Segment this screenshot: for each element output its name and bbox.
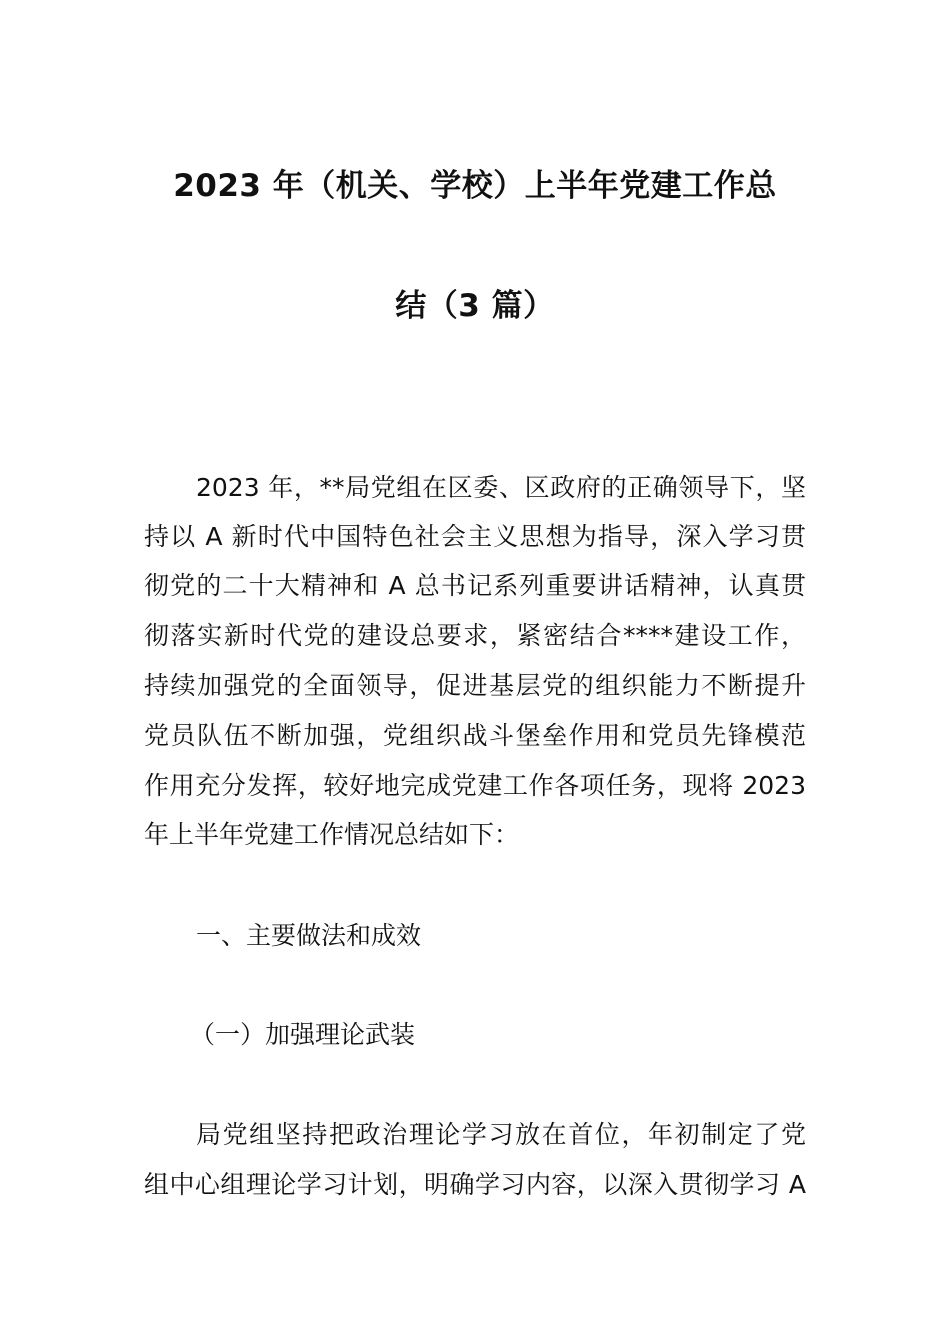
paragraph-line: 作用充分发挥，较好地完成党建工作各项任务，现将 2023 <box>144 771 806 800</box>
paragraph-line: 彻落实新时代党的建设总要求，紧密结合****建设工作， <box>144 621 806 650</box>
paragraph-line: 组中心组理论学习计划，明确学习内容，以深入贯彻学习 A <box>144 1170 806 1199</box>
paragraph-line: 持以 A 新时代中国特色社会主义思想为指导，深入学习贯 <box>144 522 806 551</box>
paragraph-line: 局党组坚持把政治理论学习放在首位，年初制定了党 <box>196 1120 806 1149</box>
paragraph-line: 持续加强党的全面领导，促进基层党的组织能力不断提升 <box>144 671 806 700</box>
paragraph-line: 彻党的二十大精神和 A 总书记系列重要讲话精神，认真贯 <box>144 571 806 600</box>
subsection-heading: （一）加强理论武装 <box>190 1020 416 1049</box>
paragraph-line: 2023 年，**局党组在区委、区政府的正确领导下，坚 <box>196 473 806 502</box>
paragraph-line: 党员队伍不断加强，党组织战斗堡垒作用和党员先锋模范 <box>144 721 806 750</box>
document-title-line-1: 2023 年（机关、学校）上半年党建工作总 <box>173 168 777 204</box>
document-title-line-2: 结（3 篇） <box>395 288 555 324</box>
section-heading: 一、主要做法和成效 <box>196 921 422 950</box>
paragraph-line: 年上半年党建工作情况总结如下： <box>144 820 520 849</box>
